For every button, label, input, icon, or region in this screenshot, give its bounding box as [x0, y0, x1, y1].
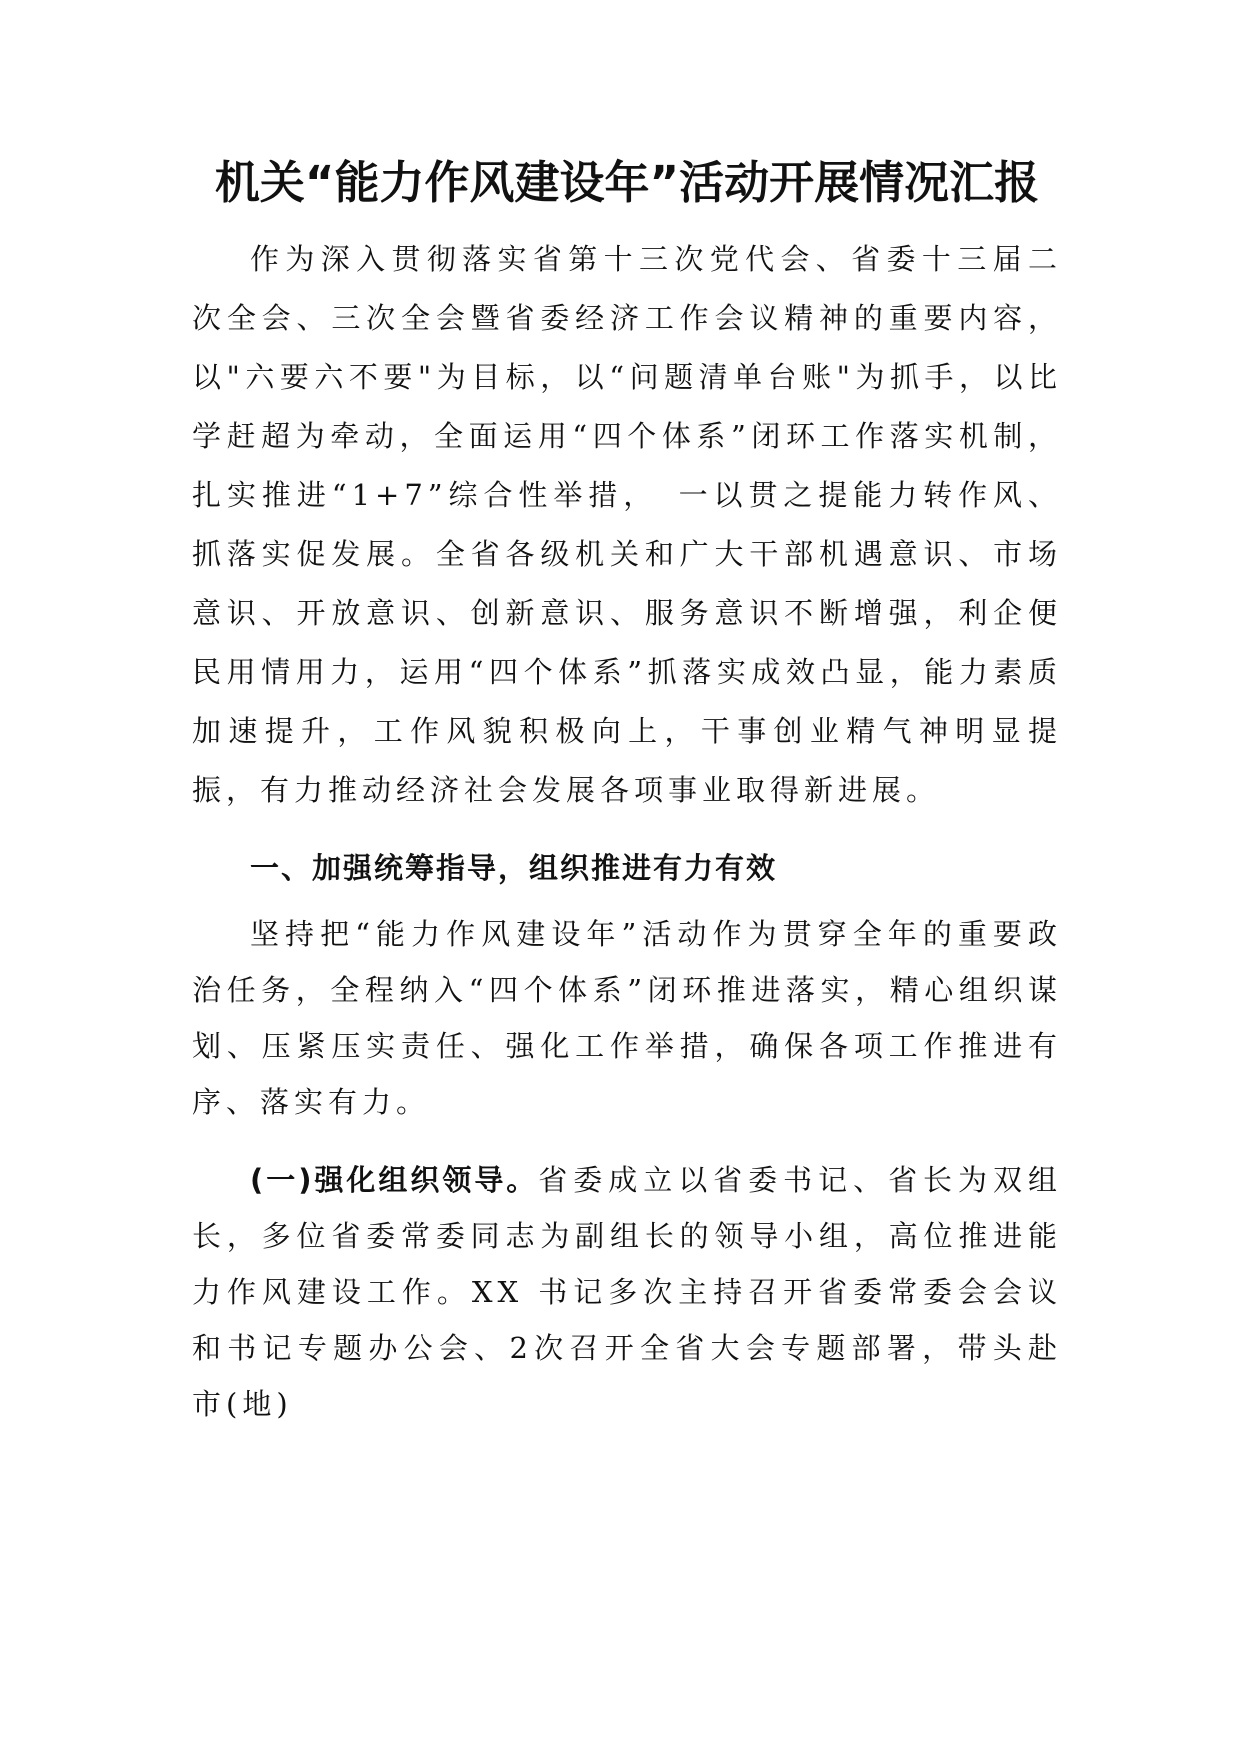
subsection-text-1: 省委成立以省委书记、省长为双组长，多位省委常委同志为副组长的领导小组，高位推进能力作风建设工作。XX 书记多次主持召开省委常委会会议和书记专题办公会、2次召开全省大会专题部署，带头赴市(地): [192, 1163, 1062, 1421]
subsection-heading-1: (一)强化组织领导。: [250, 1163, 539, 1197]
document-title: 机关“能力作风建设年”活动开展情况汇报: [214, 156, 1040, 209]
paragraph-spacer: [192, 1130, 1062, 1152]
subsection-paragraph-1: [192, 1152, 1062, 1432]
intro-paragraph: 作为深入贯彻落实省第十三次党代会、省委十三届二次全会、三次全会暨省委经济工作会议精神的重要内容，以"六要六不要"为目标，以“问题清单台账"为抓手，以比学赶超为牵动，全面运用“四个体系”闭环工作落实机制，扎实推进“1+7”综合性举措， 一以贯之提能力转作风、抓落实促发展。全省各级机关和广大干部机遇意识、市场意识、开放意识、创新意识、服务意识不断增强，利企便民用情用力，运用“四个体系”抓落实成效凸显，能力素质加速提升，工作风貌积极向上，干事创业精气神明显提振，有力推动经济社会发展各项事业取得新进展。: [192, 242, 1062, 807]
section-heading-1: 一、加强统筹指导，组织推进有力有效: [250, 851, 778, 885]
section-1-paragraph: 坚持把“能力作风建设年”活动作为贯穿全年的重要政治任务，全程纳入“四个体系”闭环推进落实，精心组织谋划、压紧压实责任、强化工作举措，确保各项工作推进有序、落实有力。: [192, 917, 1062, 1119]
document-body: [192, 150, 1062, 1432]
